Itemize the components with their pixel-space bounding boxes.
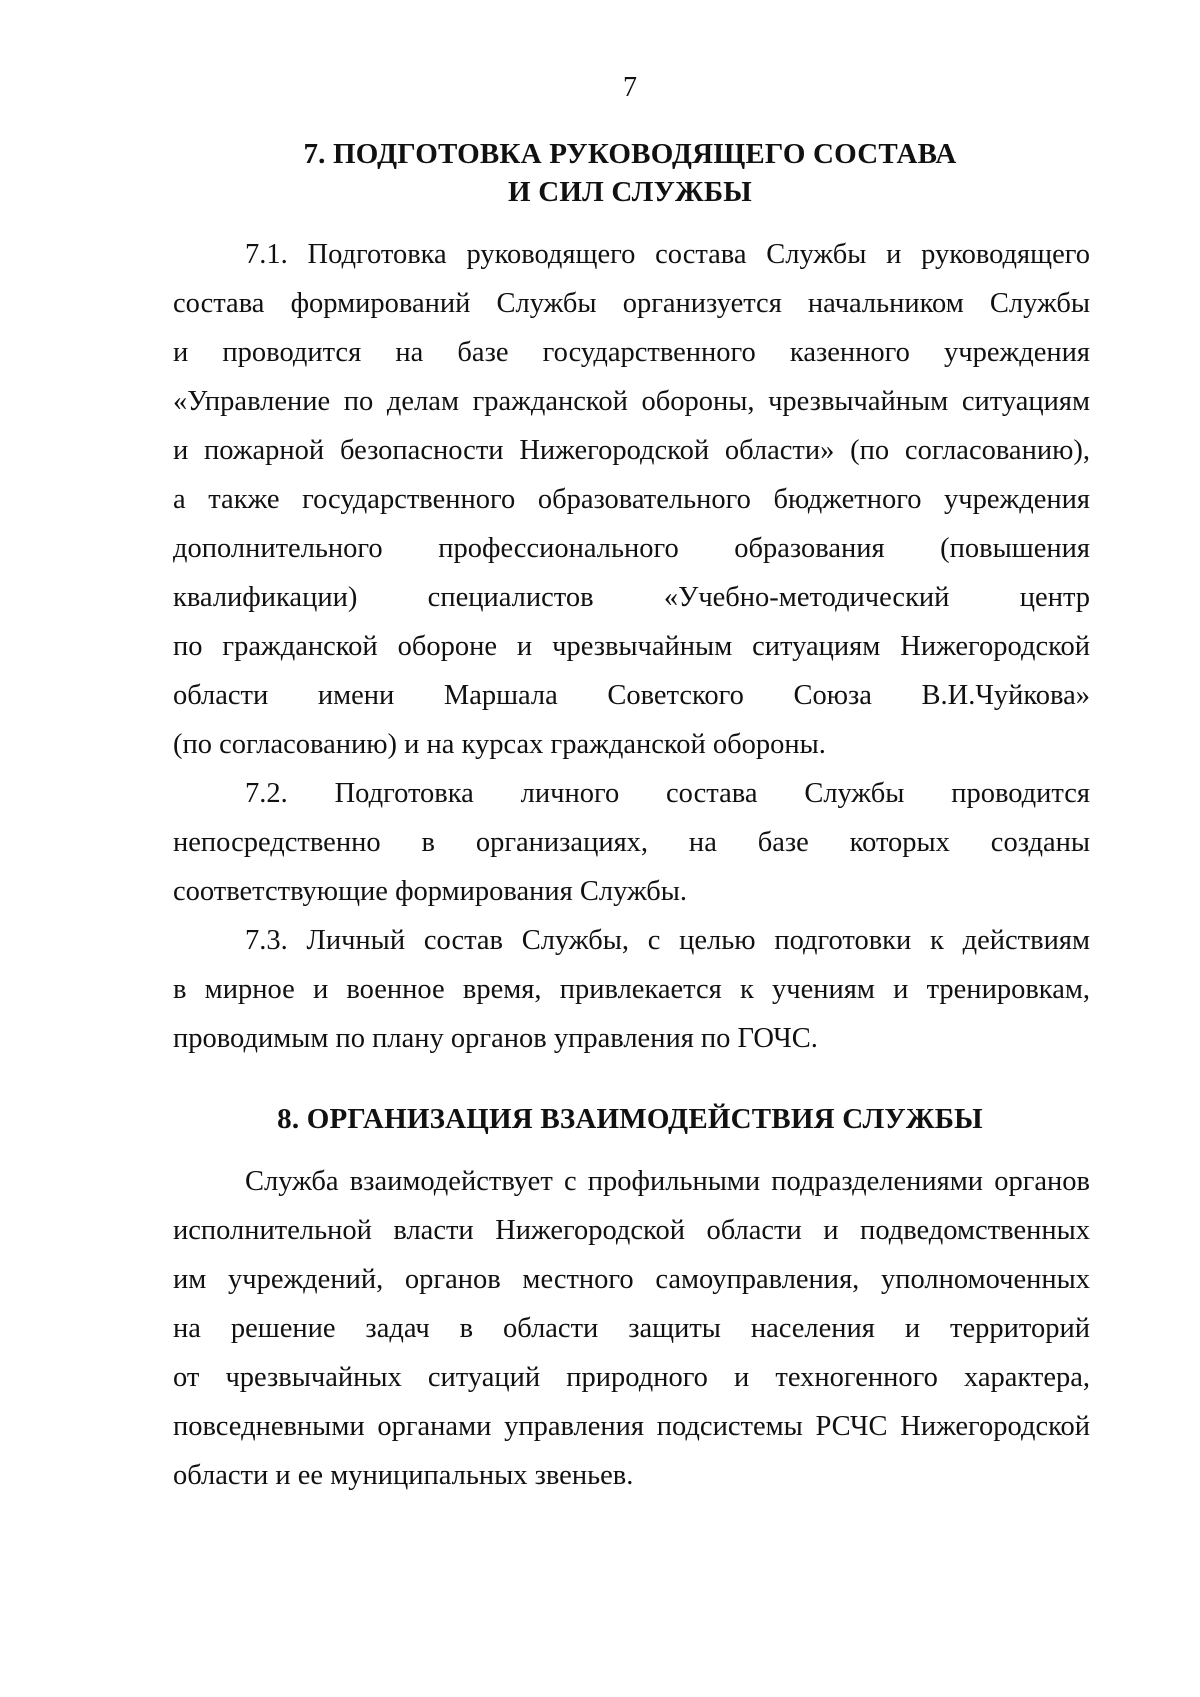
text-line: им учреждений, органов местного самоуправления, уполномоченных [173,1264,1090,1295]
text-line: квалификации) специалистов «Учебно-методический центр [173,582,1090,613]
page-number: 7 [623,72,637,103]
paragraph-7-2 [173,769,1090,916]
text-line: от чрезвычайных ситуаций природного и техногенного характера, [173,1362,1090,1393]
paragraph-7-1 [173,230,1090,769]
text-line: соответствующие формирования Службы. [173,876,688,907]
section-7-body [173,230,1090,1063]
section-8-heading [0,1100,1200,1138]
text-line: исполнительной власти Нижегородской области и подведомственных [173,1215,1090,1246]
text-line: и проводится на базе государственного казенного учреждения [173,337,1090,368]
text-line: на решение задач в области защиты населения и территорий [173,1313,1090,1344]
paragraph-8 [173,1157,1090,1500]
text-line: области имени Маршала Советского Союза В.И.Чуйкова» [173,680,1090,711]
text-line: Служба взаимодействует с профильными подразделениями органов [245,1166,1090,1197]
text-line: проводимым по плану органов управления по ГОЧС. [173,1023,818,1054]
text-line: и пожарной безопасности Нижегородской области» (по согласованию), [173,435,1090,466]
text-line: 7.1. Подготовка руководящего состава Службы и руководящего [245,239,1090,270]
section-7-heading [0,135,1200,211]
text-line: (по согласованию) и на курсах гражданской обороны. [173,729,826,760]
text-line: в мирное и военное время, привлекается к учениям и тренировкам, [173,974,1090,1005]
text-line: области и ее муниципальных звеньев. [173,1460,634,1491]
text-line: 7.3. Личный состав Службы, с целью подготовки к действиям [245,925,1090,956]
text-line: а также государственного образовательного бюджетного учреждения [173,484,1090,515]
text-line: дополнительного профессионального образования (повышения [173,533,1090,564]
text-line: «Управление по делам гражданской обороны, чрезвычайным ситуациям [173,386,1090,417]
text-line: состава формирований Службы организуется начальником Службы [173,288,1090,319]
text-line: повседневными органами управления подсистемы РСЧС Нижегородской [173,1411,1090,1442]
section-8-heading-line: 8. ОРГАНИЗАЦИЯ ВЗАИМОДЕЙСТВИЯ СЛУЖБЫ [277,1103,983,1135]
section-8-body [173,1157,1090,1500]
paragraph-7-3 [173,916,1090,1063]
text-line: 7.2. Подготовка личного состава Службы проводится [245,778,1090,809]
section-7-heading-line-1: 7. ПОДГОТОВКА РУКОВОДЯЩЕГО СОСТАВА [303,138,957,170]
section-7-heading-line-2: И СИЛ СЛУЖБЫ [507,176,752,208]
text-line: по гражданской обороне и чрезвычайным ситуациям Нижегородской [173,631,1090,662]
text-line: непосредственно в организациях, на базе которых созданы [173,827,1090,858]
